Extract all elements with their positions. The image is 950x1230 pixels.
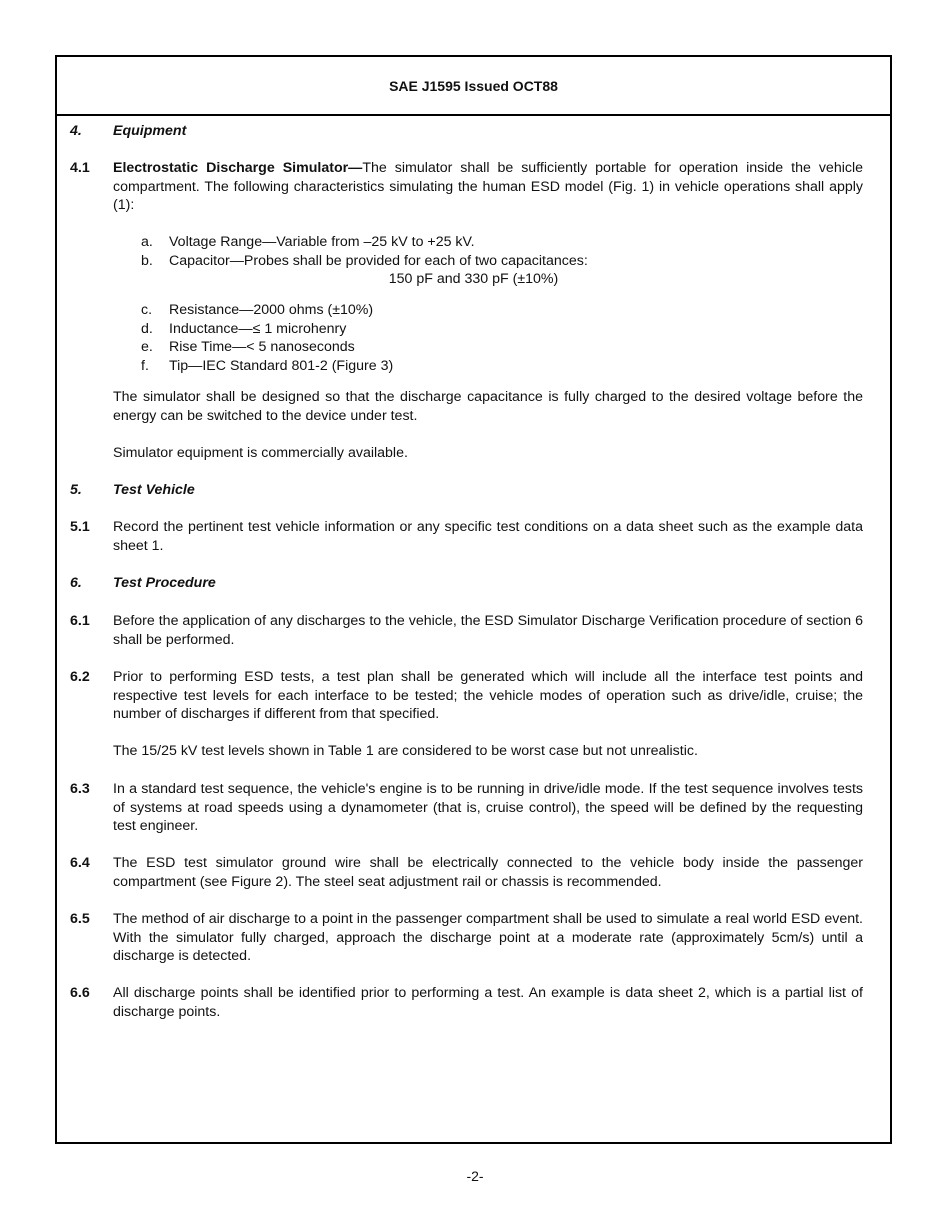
paragraph: The 15/25 kV test levels shown in Table 1 are considered to be worst case but not unrealistic. xyxy=(113,743,698,759)
paragraph: In a standard test sequence, the vehicle's engine is to be running in drive/idle mode. If the test sequence involves tests of systems at road speeds using a dynamometer (that is, cruise control), the speed will be defined by the requesting test engineer. xyxy=(113,781,863,835)
list-marker: c. xyxy=(141,302,153,318)
section-title: Equipment xyxy=(113,123,187,139)
section-6-2-paragraph-2 xyxy=(70,742,863,761)
section-5-1 xyxy=(70,518,863,555)
list-marker: a. xyxy=(141,234,153,250)
list-text: Rise Time—< 5 nanoseconds xyxy=(169,339,355,356)
section-6-2 xyxy=(70,668,863,724)
section-number: 4.1 xyxy=(70,160,90,176)
list-marker: d. xyxy=(141,320,153,337)
document-title: SAE J1595 Issued OCT88 xyxy=(389,77,558,94)
section-6-3 xyxy=(70,780,863,836)
list-item xyxy=(141,301,863,320)
list-marker: b. xyxy=(141,252,153,269)
page-frame xyxy=(55,55,892,1144)
paragraph: Before the application of any discharges to the vehicle, the ESD Simulator Discharge Verification procedure of section 6 shall be performed. xyxy=(113,613,863,648)
paragraph: The simulator shall be designed so that the discharge capacitance is fully charged to the desired voltage before the energy can be switched to the device under test. xyxy=(113,389,863,424)
section-6-5 xyxy=(70,910,863,966)
list-text: Inductance—≤ 1 microhenry xyxy=(169,320,347,337)
section-number: 5. xyxy=(70,482,82,498)
section-number: 5.1 xyxy=(70,519,90,535)
section-number: 6.1 xyxy=(70,613,90,629)
list-item xyxy=(141,320,863,339)
list-item xyxy=(141,252,863,271)
section-5-heading xyxy=(70,481,863,500)
section-number: 6. xyxy=(70,575,82,591)
section-4-paragraph-3 xyxy=(70,444,863,463)
paragraph: Record the pertinent test vehicle information or any specific test conditions on a data sheet such as the example data sheet 1. xyxy=(113,519,863,554)
page-header xyxy=(57,57,890,116)
list-item xyxy=(141,357,863,376)
capacitance-values: 150 pF and 330 pF (±10%) xyxy=(388,271,559,287)
section-6-1 xyxy=(70,612,863,649)
paragraph: Simulator equipment is commercially available. xyxy=(113,445,408,461)
section-number: 6.3 xyxy=(70,781,90,797)
paragraph: The method of air discharge to a point in the passenger compartment shall be used to simulate a real world ESD event. With the simulator fully charged, approach the discharge point at a moderate rate (approximately 5cm/s) until a discharge is detected. xyxy=(113,911,863,965)
paragraph: The ESD test simulator ground wire shall be electrically connected to the vehicle body inside the passenger compartment (see Figure 2). The steel seat adjustment rail or chassis is recommended. xyxy=(113,855,863,890)
section-4-1 xyxy=(70,159,863,215)
section-4-paragraph-2 xyxy=(70,388,863,425)
characteristics-list-bottom xyxy=(141,301,863,375)
section-number: 6.5 xyxy=(70,911,90,927)
paragraph xyxy=(113,159,863,215)
list-text: Tip—IEC Standard 801-2 (Figure 3) xyxy=(169,357,394,374)
list-text: Voltage Range—Variable from –25 kV to +25 kV. xyxy=(169,234,475,250)
list-marker: f. xyxy=(141,357,149,374)
section-title: Test Procedure xyxy=(113,575,216,591)
list-marker: e. xyxy=(141,339,153,356)
section-6-4 xyxy=(70,854,863,891)
paragraph: Prior to performing ESD tests, a test plan shall be generated which will include all the interface test points and respective test levels for each interface to be tested; the vehicle modes of operation such as drive/idle, cruise; the number of discharges if different from that specified. xyxy=(113,669,863,723)
paragraph: All discharge points shall be identified prior to performing a test. An example is data sheet 2, which is a partial list of discharge points. xyxy=(113,985,863,1020)
section-number: 4. xyxy=(70,123,82,139)
paragraph-lead: Electrostatic Discharge Simulator— xyxy=(113,160,363,176)
list-item xyxy=(141,338,863,357)
paragraph-text: The simulator shall be sufficiently portable for operation inside the vehicle compartment. The following characteristics simulating the human ESD model (Fig. 1) in vehicle operations shall apply (1): xyxy=(113,160,864,214)
list-item xyxy=(141,233,863,252)
section-number: 6.6 xyxy=(70,985,90,1001)
section-6-6 xyxy=(70,984,863,1021)
section-title: Test Vehicle xyxy=(113,482,195,498)
page-number: -2- xyxy=(466,1168,484,1184)
section-6-heading xyxy=(70,574,863,593)
list-text: Capacitor—Probes shall be provided for each of two capacitances: xyxy=(169,252,588,269)
characteristics-list-top xyxy=(141,233,863,270)
section-number: 6.2 xyxy=(70,669,90,685)
list-text: Resistance—2000 ohms (±10%) xyxy=(169,302,374,318)
section-number: 6.4 xyxy=(70,855,90,871)
section-4-heading xyxy=(70,122,863,141)
